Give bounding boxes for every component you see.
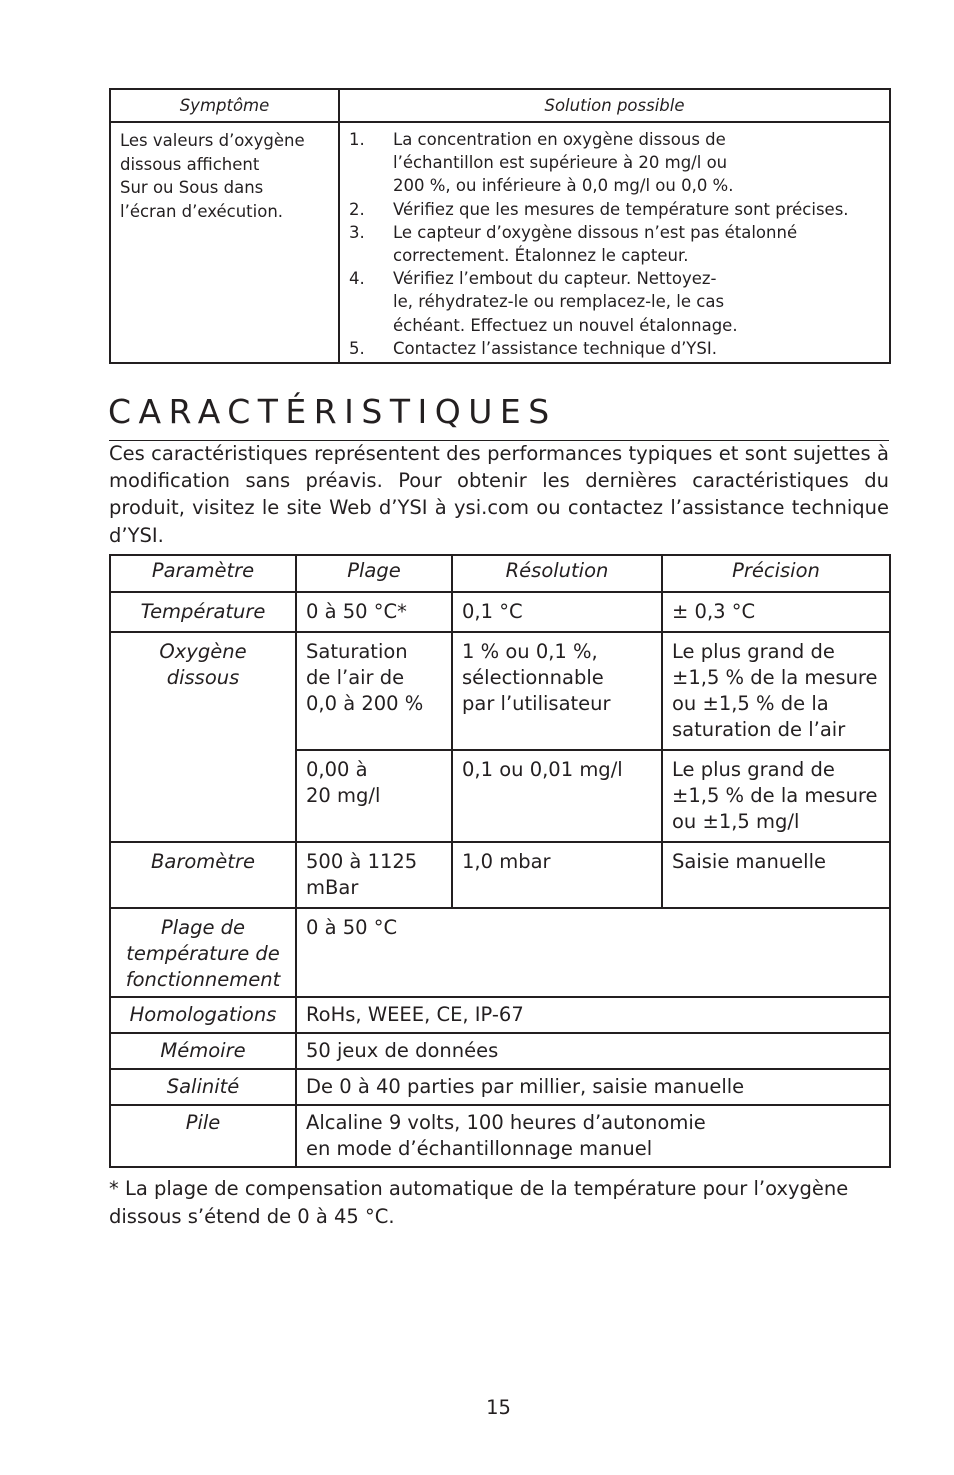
specs-header-row	[110, 555, 890, 592]
solution-number: 5.	[349, 338, 365, 358]
solution-list	[349, 128, 883, 360]
intro-paragraph: Ces caractéristiques représentent des performances typiques et sont sujettes à modification sans préavis. Pour obtenir les dernières caractéristiques du produit, visitez le site Web d’YSI à ysi.com ou contactez l’assistance technique d’YSI.	[109, 442, 889, 547]
resolution-header: Résolution	[452, 555, 662, 592]
solution-text: Vérifiez l’embout du capteur. Nettoyez- le, réhydratez-le ou remplacez-le, le cas échéant. Effectuez un nouvel étalonnage.	[393, 269, 738, 335]
resolution-cell: 1,0 mbar	[452, 842, 662, 908]
range-cell: 0 à 50 °C*	[296, 592, 452, 632]
solution-item	[349, 198, 883, 221]
param-header: Paramètre	[110, 555, 296, 592]
resolution-cell: 0,1 °C	[452, 592, 662, 632]
troubleshooting-table	[109, 88, 891, 364]
param-cell: Plage de température de fonctionnement	[110, 908, 296, 997]
value-cell: Alcaline 9 volts, 100 heures d’autonomie en mode d’échantillonnage manuel	[296, 1105, 890, 1167]
solution-item	[349, 267, 883, 337]
accuracy-cell: Le plus grand de ±1,5 % de la mesure ou ±1,5 mg/l	[662, 750, 890, 842]
range-cell: 500 à 1125 mBar	[296, 842, 452, 908]
range-cell: 0,00 à 20 mg/l	[296, 750, 452, 842]
resolution-cell: 0,1 ou 0,01 mg/l	[452, 750, 662, 842]
param-cell: Mémoire	[110, 1033, 296, 1069]
solution-text: La concentration en oxygène dissous de l’échantillon est supérieure à 20 mg/l ou 200 %, ou inférieure à 0,0 mg/l ou 0,0 %.	[393, 130, 734, 196]
symptom-header: Symptôme	[110, 89, 339, 122]
symptom-text: Les valeurs d’oxygène dissous affichent Sur ou Sous dans l’écran d’exécution.	[120, 131, 305, 221]
accuracy-header: Précision	[662, 555, 890, 592]
table-row	[110, 592, 890, 632]
value-cell: De 0 à 40 parties par millier, saisie manuelle	[296, 1069, 890, 1105]
param-cell: Baromètre	[110, 842, 296, 908]
table-row	[110, 908, 890, 997]
solution-text: Le capteur d’oxygène dissous n’est pas étalonné correctement. Étalonnez le capteur.	[393, 222, 798, 266]
param-cell: Homologations	[110, 997, 296, 1033]
solution-text: Vérifiez que les mesures de température sont précises.	[393, 199, 849, 219]
table-row	[110, 1105, 890, 1167]
table-row	[110, 632, 890, 750]
solution-item	[349, 221, 883, 267]
value-cell: 50 jeux de données	[296, 1033, 890, 1069]
table-row	[110, 1069, 890, 1105]
specifications-table	[109, 554, 891, 1168]
solution-cell	[339, 122, 890, 363]
page-number: 15	[486, 1396, 511, 1419]
accuracy-cell: Le plus grand de ±1,5 % de la mesure ou ±1,5 % de la saturation de l’air	[662, 632, 890, 750]
param-cell: Oxygène dissous	[110, 632, 296, 842]
param-cell: Température	[110, 592, 296, 632]
solution-number: 1.	[349, 130, 365, 149]
solution-number: 4.	[349, 269, 365, 289]
footnote: * La plage de compensation automatique de la température pour l’oxygène dissous s’étend de 0 à 45 °C.	[109, 1177, 849, 1228]
value-cell: 0 à 50 °C	[296, 908, 890, 997]
solution-number: 2.	[349, 199, 365, 219]
resolution-cell: 1 % ou 0,1 %, sélectionnable par l’utilisateur	[452, 632, 662, 750]
accuracy-cell: ± 0,3 °C	[662, 592, 890, 632]
troubleshooting-header-row	[110, 89, 890, 122]
table-row	[110, 1033, 890, 1069]
value-cell: RoHs, WEEE, CE, IP-67	[296, 997, 890, 1033]
table-row	[110, 842, 890, 908]
solution-text: Contactez l’assistance technique d’YSI.	[393, 338, 717, 358]
range-header: Plage	[296, 555, 452, 592]
section-title: CARACTÉRISTIQUES	[108, 392, 557, 431]
solution-number: 3.	[349, 222, 365, 242]
accuracy-cell: Saisie manuelle	[662, 842, 890, 908]
symptom-cell	[110, 122, 339, 363]
param-cell: Salinité	[110, 1069, 296, 1105]
solution-header: Solution possible	[339, 89, 890, 122]
solution-item	[349, 128, 883, 198]
troubleshooting-row	[110, 122, 890, 363]
range-cell: Saturation de l’air de 0,0 à 200 %	[296, 632, 452, 750]
param-cell: Pile	[110, 1105, 296, 1167]
table-row	[110, 997, 890, 1033]
solution-item	[349, 337, 883, 360]
